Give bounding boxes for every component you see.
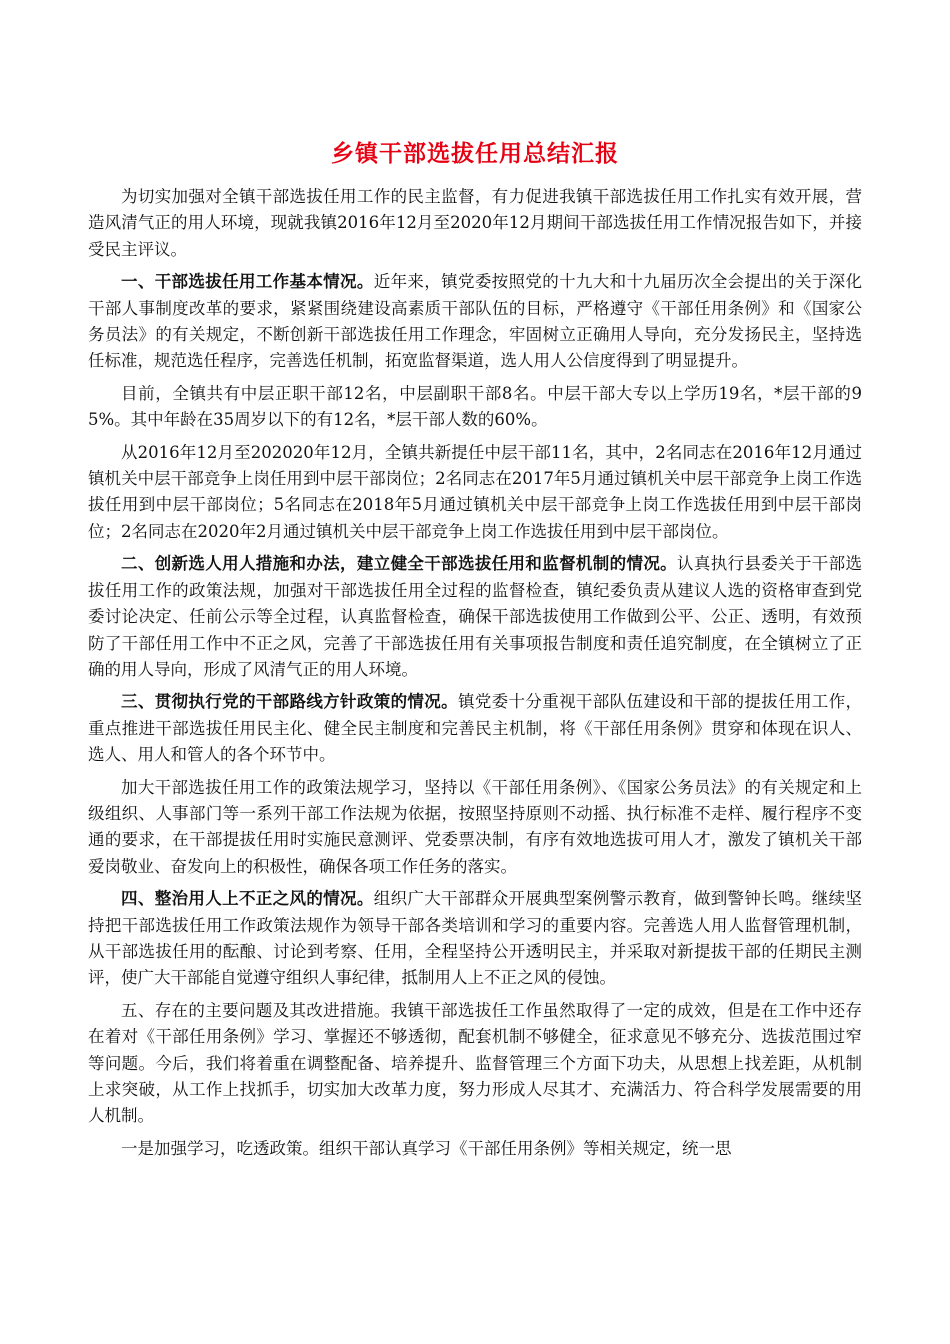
paragraph-intro: [88, 184, 862, 263]
paragraph-promotions: [88, 440, 862, 546]
paragraph-measure-1: [88, 1136, 862, 1162]
document-page: [88, 138, 862, 1168]
paragraph-text: 加大干部选拔任用工作的政策法规学习，坚持以《干部任用条例》、《国家公务员法》的有关规定和上级组织、人事部门等一系列干部工作法规为依据，按照坚持原则不动摇、执行标准不走样、履行程序不变通的要求，在干部提拔任用时实施民意测评、党委票决制，有序有效地选拔可用人才，激发了镇机关干部爱岗敬业、奋发向上的积极性，确保各项工作任务的落实。: [88, 777, 862, 876]
paragraph-section-2: [88, 551, 862, 683]
section-heading: 二、创新选人用人措施和办法，建立健全干部选拔任用和监督机制的情况。: [121, 554, 678, 574]
paragraph-text: 从2016年12月至202020年12月，全镇共新提任中层干部11名，其中，2名同志在2016年12月通过镇机关中层干部竞争上岗任用到中层干部岗位；2名同志在2017年5月通过镇机关中层干部竞争上岗工作选拔任用到中层干部岗位；5名同志在2018年5月通过镇机关中层干部竞争上岗工作选拔任用到中层干部岗位；2名同志在2020年2月通过镇机关中层干部竞争上岗工作选拔任用到中层干部岗位。: [88, 442, 862, 541]
paragraph-text: 五、存在的主要问题及其改进措施。我镇干部选拔任工作虽然取得了一定的成效，但是在工作中还存在着对《干部任用条例》学习、掌握还不够透彻，配套机制不够健全，征求意见不够充分、选拔范围过窄等问题。今后，我们将着重在调整配备、培养提升、监督管理三个方面下功夫，从思想上找差距，从机制上求突破，从工作上找抓手，切实加大改革力度，努力形成人尽其才、充满活力、符合科学发展需要的用人机制。: [88, 1000, 862, 1126]
paragraph-text: 镇党委十分重视干部队伍建设和干部的提拔任用工作，重点推进干部选拔任用民主化、健全民主制度和完善民主机制，将《干部任用条例》贯穿和体现在识人、选人、用人和管人的各个环节中。: [88, 692, 863, 765]
paragraph-text: 组织广大干部群众开展典型案例警示教育，做到警钟长鸣。继续坚持把干部选拔任用工作政策法规作为领导干部各类培训和学习的重要内容。完善选人用人监督管理机制，从干部选拔任用的酝酿、讨论到考察、任用，全程坚持公开透明民主，并采取对新提拔干部的任期民主测评，使广大干部能自觉遵守组织人事纪律，抵制用人上不正之风的侵蚀。: [88, 889, 863, 988]
paragraph-text: 近年来，镇党委按照党的十九大和十九届历次全会提出的关于深化干部人事制度改革的要求，紧紧围绕建设高素质干部队伍的目标，严格遵守《干部任用条例》和《国家公务员法》的有关规定，不断创新干部选拔任用工作理念，牢固树立正确用人导向，充分发扬民主，坚持选任标准，规范选任程序，完善选任机制，拓宽监督渠道，选人用人公信度得到了明显提升。: [88, 272, 863, 371]
paragraph-staff-stats: [88, 381, 862, 434]
document-title: 乡镇干部选拔任用总结汇报: [331, 140, 619, 167]
paragraph-text: 为切实加强对全镇干部选拔任用工作的民主监督，有力促进我镇干部选拔任用工作扎实有效开展，营造风清气正的用人环境，现就我镇2016年12月至2020年12月期间干部选拔任用工作情况报告如下，并接受民主评议。: [88, 187, 862, 259]
section-heading: 一、干部选拔任用工作基本情况。: [121, 272, 374, 292]
paragraph-section-4: [88, 886, 862, 992]
paragraph-text: 认真执行县委关于干部选拔任用工作的政策法规，加强对干部选拔任用全过程的监督检查，镇纪委负责从建议人选的资格审查到党委讨论决定、任前公示等全过程，认真监督检查，确保干部选拔使用工作做到公平、公正、透明，有效预防了干部任用工作中不正之风，完善了干部选拔任用有关事项报告制度和责任追究制度，在全镇树立了正确的用人导向，形成了风清气正的用人环境。: [88, 554, 863, 679]
paragraph-text: 一是加强学习，吃透政策。组织干部认真学习《干部任用条例》等相关规定，统一思: [121, 1138, 732, 1158]
section-heading: 四、整治用人上不正之风的情况。: [121, 889, 374, 909]
paragraph-section-5: [88, 998, 862, 1130]
paragraph-section-1: [88, 269, 862, 375]
paragraph-section-3: [88, 689, 862, 768]
paragraph-policy-study: [88, 775, 862, 881]
section-heading: 三、贯彻执行党的干部路线方针政策的情况。: [121, 692, 458, 712]
paragraph-text: 目前，全镇共有中层正职干部12名，中层副职干部8名。中层干部大专以上学历19名，*层干部的95%。其中年龄在35周岁以下的有12名，*层干部人数的60%。: [88, 383, 862, 430]
